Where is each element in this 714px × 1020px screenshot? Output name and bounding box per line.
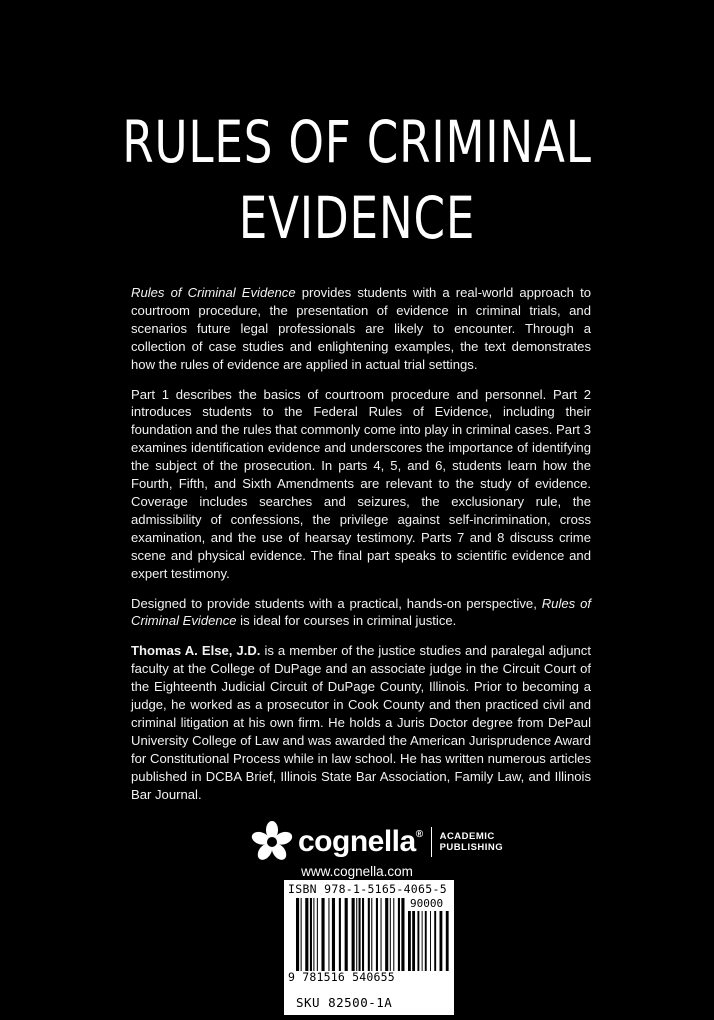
publisher-tagline: ACADEMIC PUBLISHING [439,831,504,853]
barcode-bar [332,898,335,971]
barcode-bar [310,898,312,971]
description-body [131,284,591,815]
barcode-bar [376,898,378,971]
publisher-url: www.cognella.com [301,864,413,879]
barcode-bar [408,911,411,971]
barcode-bar [401,898,404,971]
sku-text: SKU 82500-1A [296,995,393,1010]
barcode-bar [362,898,364,971]
barcode-bar [434,911,436,971]
barcode-bar [339,898,341,971]
title-line-2: EVIDENCE [238,184,476,252]
barcode-bar [393,898,394,971]
barcode-bar [390,898,391,971]
description-paragraph-3: Designed to provide students with a practical, hands-on perspective, Rules of Criminal Evidence is ideal for courses in criminal justice. [131,595,591,629]
description-paragraph-2: Part 1 describes the basics of courtroom procedure and personnel. Part 2 introduces students to the Federal Rules of Evidence, including their foundation and the rules that commonly come into play in criminal cases. Part 3 examines identification evidence and underscores the importance of identifying the subject of the prosecution. In parts 4, 5, and 6, students learn how the Fourth, Fifth, and Sixth Amendments are relevant to the study of evidence. Coverage includes searches and seizures, the exclusionary rule, the admissibility of confessions, the privilege against self-incrimination, cross examination, and the use of hearsay testimony. Parts 7 and 8 discuss crime scene and physical evidence. The final part speaks to scientific evidence and expert testimony. [131,386,591,581]
barcode-bar [385,898,388,971]
barcode-bar [381,898,382,971]
title-line-1: RULES OF CRIMINAL [122,108,592,176]
logo-divider [431,827,432,857]
barcode-bar [321,898,324,971]
addon-barcode [408,911,450,971]
barcode-box [284,880,454,1015]
barcode-bar [313,898,314,971]
barcode-bar [446,911,449,971]
book-title [79,104,636,256]
barcode-bar [317,898,318,971]
author-name: Thomas A. Else, J.D. [131,643,261,659]
publisher-logo [250,818,503,866]
barcode-bar [412,911,415,971]
barcode-bar [305,898,308,971]
barcode-bar [422,911,423,971]
barcode-addon-number: 90000 [410,897,444,910]
barcode-bar [328,898,329,971]
description-paragraph-1: Rules of Criminal Evidence provides students with a real-world approach to courtroom procedure, the presentation of evidence in criminal trials, and scenarios future legal professionals are likely to encounter. Through a collection of case studies and enlightening examples, the text demonstrates how the rules of evidence are applied in actual trial settings. [131,285,591,372]
barcode-bar [356,898,357,971]
barcode-bar [301,898,302,971]
barcode-bar [359,898,361,971]
barcode-bar [440,911,443,971]
book-title-italic: Rules of Criminal Evidence [131,595,591,629]
barcode-bar [368,898,370,971]
publisher-name: cognella® [298,825,423,858]
barcode-digits: 9 781516 540655 [288,970,395,984]
barcode-bar [296,898,299,971]
cognella-flower-icon [250,820,294,864]
barcode-bar [425,911,427,971]
barcode-bar [417,911,419,971]
barcode-bar [345,898,348,971]
isbn-text: ISBN 978-1-5165-4065-5 [288,882,447,896]
barcode-bar [398,898,400,971]
barcode-bar [352,898,355,971]
book-title-italic: Rules of Criminal Evidence [131,285,296,300]
ean-barcode [296,898,406,971]
barcode-bar [430,911,431,971]
barcode-bar [371,898,372,971]
author-bio: Thomas A. Else, J.D. is a member of the justice studies and paralegal adjunct faculty at the College of DuPage and an associate judge in the Circuit Court of the Eighteenth Judicial Circuit of DuPage County, Illinois. Prior to becoming a judge, he worked as a prosecutor in Cook County and then practiced civil and criminal litigation at his own firm. He holds a Juris Doctor degree from DePaul University College of Law and was awarded the American Jurisprudence Award for Constitutional Process while in law school. He has written numerous articles published in DCBA Brief, Illinois State Bar Association, Family Law, and Illinois Bar Journal. [131,643,591,802]
